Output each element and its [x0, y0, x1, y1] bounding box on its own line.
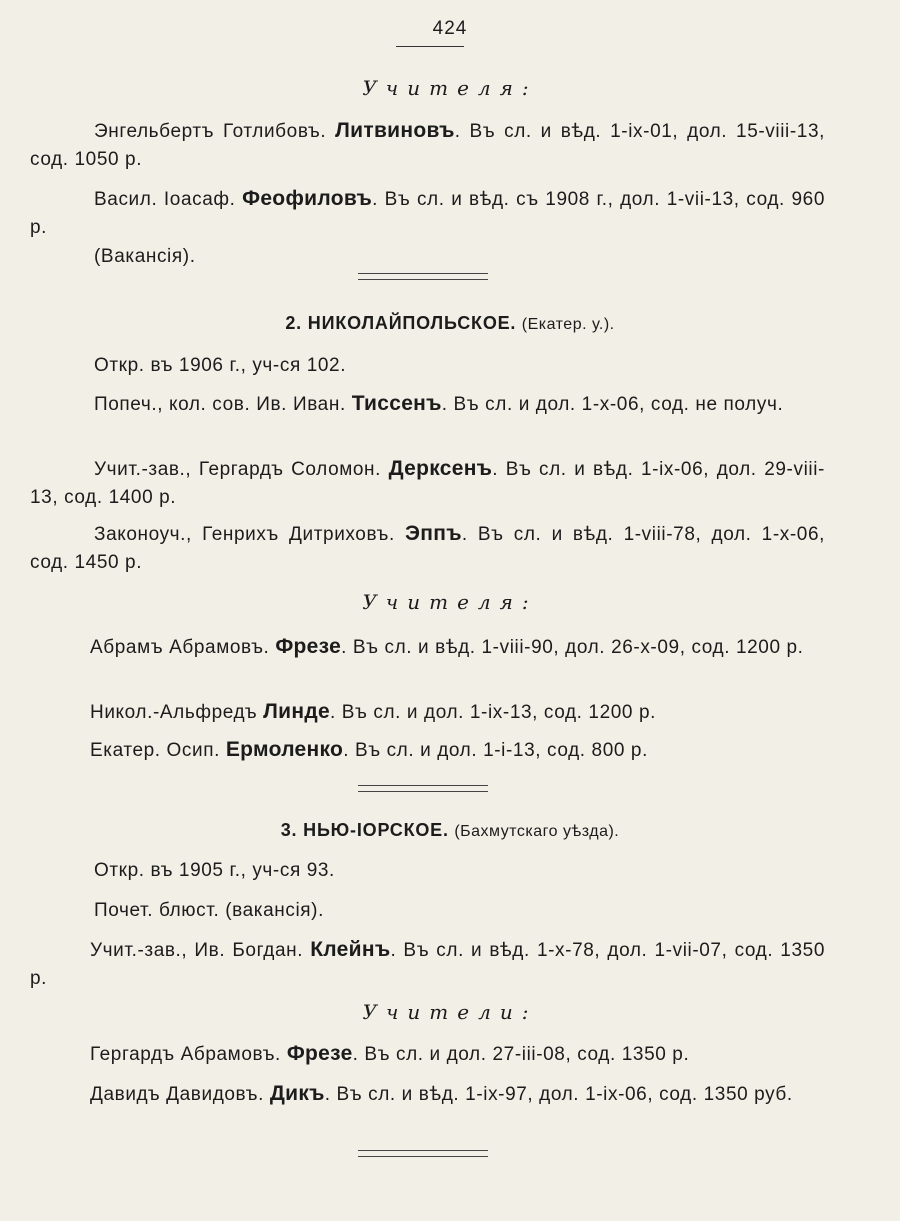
entry-name: Давидъ Давидовъ.	[90, 1084, 270, 1105]
entry-details: . Въ сл. и вѣд. 1-x-78, дол. 1-vii-07, сод. 1350 р.	[30, 940, 825, 989]
entry-details: . Въ сл. и дол. 27-iii-08, сод. 1350 р.	[352, 1044, 690, 1065]
entry-name: Никол.-Альфредъ	[90, 702, 264, 723]
entry-details: . Въ сл. и вѣд. 1-ix-06, дол. 29-viii-13, сод. 1400 р.	[30, 459, 825, 508]
section-region: (Екатер. у.).	[521, 316, 615, 333]
entry-surname: Линде	[263, 700, 330, 723]
entry-surname: Феофиловъ	[242, 187, 373, 210]
teacher-entry-dik	[30, 1080, 825, 1109]
entry-details: . Въ сл. и вѣд. 1-ix-01, дол. 15-viii-13, сод. 1050 р.	[30, 121, 825, 170]
entry-name: Энгельбертъ Готлибовъ.	[94, 121, 336, 142]
trustee-info: Почет. блюст. (вакансія).	[94, 900, 324, 921]
section-title-new-york	[0, 820, 900, 841]
teacher-entry-ermolenko	[30, 736, 825, 765]
entry-surname: Клейнъ	[310, 938, 391, 961]
section-region: (Бахмутскаго уѣзда).	[454, 823, 620, 840]
teacher-entry-linde	[30, 698, 825, 727]
section-name: 2. НИКОЛАЙПОЛЬСКОЕ.	[285, 313, 517, 333]
teachers-heading-1: Учителя:	[362, 76, 538, 100]
entry-details: . Въ сл. и вѣд. 1-viii-78, дол. 1-x-06, сод. 1450 р.	[30, 524, 825, 573]
entry-surname: Тиссенъ	[351, 392, 442, 415]
teacher-entry-freze-abram	[30, 633, 825, 662]
staff-entry-klein	[30, 936, 825, 993]
section-divider	[358, 785, 488, 792]
page-number: 424	[432, 18, 468, 39]
teachers-heading-3: Учители:	[362, 1000, 538, 1024]
entry-surname: Ермоленко	[225, 738, 344, 761]
section-name: 3. НЬЮ-ІОРСКОЕ.	[280, 820, 449, 840]
entry-surname: Дикъ	[269, 1082, 325, 1105]
entry-name: Васил. Іоасаф.	[94, 189, 243, 210]
section-divider	[358, 1150, 488, 1157]
entry-surname: Эппъ	[405, 522, 462, 545]
opened-info: Откр. въ 1905 г., уч-ся 93.	[94, 860, 335, 881]
teacher-entry-feofilov	[30, 185, 825, 242]
opened-info: Откр. въ 1906 г., уч-ся 102.	[94, 355, 347, 376]
staff-entry-derksen	[30, 455, 825, 512]
teacher-entry-litvinov	[30, 117, 825, 174]
vacancy-note: (Вакансія).	[94, 246, 196, 267]
section-divider	[358, 273, 488, 280]
entry-name: Учит.-зав., Гергардъ Соломон.	[94, 459, 389, 480]
entry-details: . Въ сл. и вѣд. съ 1908 г., дол. 1-vii-13, сод. 960 р.	[30, 189, 825, 238]
entry-name: Учит.-зав., Ив. Богдан.	[90, 940, 311, 961]
entry-name: Гергардъ Абрамовъ.	[90, 1044, 287, 1065]
entry-details: . Въ сл. и вѣд. 1-viii-90, дол. 26-x-09, сод. 1200 р.	[341, 637, 804, 658]
entry-details: . Въ сл. и дол. 1-i-13, сод. 800 р.	[343, 740, 648, 761]
entry-surname: Фрезе	[275, 635, 342, 658]
entry-name: Екатер. Осип.	[90, 740, 226, 761]
entry-name: Абрамъ Абрамовъ.	[90, 637, 276, 658]
section-title-nikolaipolskoe	[0, 313, 900, 334]
entry-details: . Въ сл. и дол. 1-ix-13, сод. 1200 р.	[329, 702, 657, 723]
entry-name: Попеч., кол. сов. Ив. Иван.	[94, 394, 352, 415]
entry-details: . Въ сл. и дол. 1-x-06, сод. не получ.	[441, 394, 784, 415]
entry-name: Законоуч., Генрихъ Дитриховъ.	[94, 524, 406, 545]
entry-surname: Дерксенъ	[388, 457, 493, 480]
entry-details: . Въ сл. и вѣд. 1-ix-97, дол. 1-ix-06, сод. 1350 руб.	[324, 1084, 793, 1105]
teachers-heading-2: Учителя:	[362, 590, 538, 614]
staff-entry-tissen	[30, 390, 825, 419]
page-number-underline	[396, 46, 464, 47]
entry-surname: Фрезе	[286, 1042, 353, 1065]
staff-entry-epp	[30, 520, 825, 577]
teacher-entry-freze-gergard	[30, 1040, 825, 1069]
entry-surname: Литвиновъ	[335, 119, 455, 142]
